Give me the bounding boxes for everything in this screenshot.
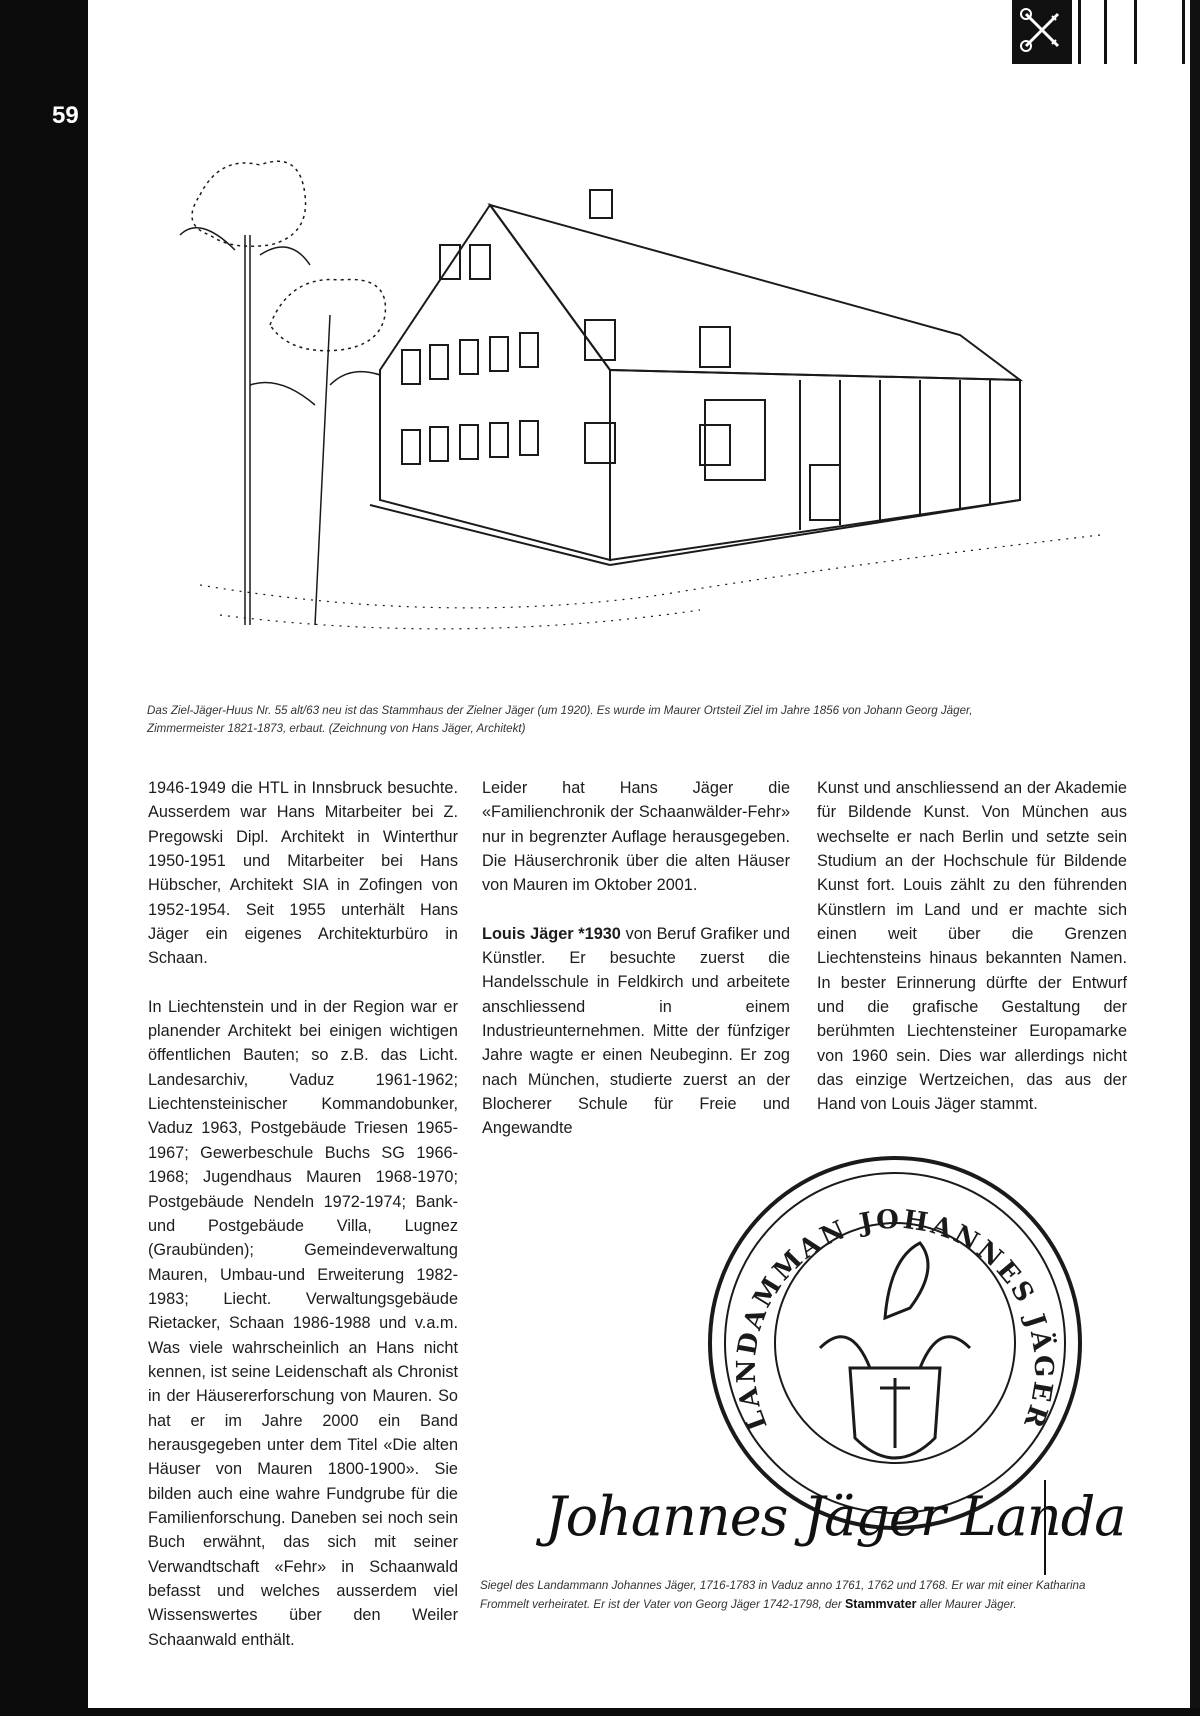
ground: [200, 535, 1100, 629]
crossed-keys-icon: [1012, 0, 1072, 64]
figure-caption-house: [147, 702, 1127, 738]
paragraph-text: von Beruf Grafiker und Künstler. Er besuchte zuerst die Handelsschule in Feldkirch und arbeitete anschliessend in einem Industrieunternehmen. Mitte der fünfziger Jahre wagte er einen Neubeginn. Er zog nach München, studierte zuerst an der Blocherer Schule für Freie und Angewandte: [482, 924, 790, 1138]
signature-image: [525, 1450, 1126, 1580]
corner-decoration: [1078, 0, 1198, 64]
caption-line: Zimmermeister 1821-1873, erbaut. (Zeichnung von Hans Jäger, Architekt): [147, 722, 526, 735]
house-drawing: [140, 155, 1140, 645]
signature: Johannes Jäger Landa: [545, 1485, 1126, 1548]
paragraph: In Liechtenstein und in der Region war er planender Architekt bei einigen wichtigen öffentlichen Bauten; so z.B. das Licht. Landesarchiv, Vaduz 1961-1962; Liechtensteinischer Kommandobunker, Vaduz 1963, Postgebäude Triesen 1965-1967; Gewerbeschule Buchs SG 1966-1968; Jugendhaus Mauren 1968-1970; Postgebäude Nendeln 1972-1974; Bank- und Postgebäude Villa, Lugnez (Graubünden); Gemeindeverwaltung Mauren, Umbau-und Erweiterung 1982-1983; Liecht. Verwaltungsgebäude Rietacker, Schaan 1986-1988 und v.a.m. Was viele wahrscheinlich an Hans nicht kennen, ist seine Leidenschaft als Chronist in der Häusererforschung von Mauren. So hat er im Jahre 2000 ein Band herausgegeben unter dem Titel «Die alten Häuser von Mauren 1800-1900». Sie bilden auch eine wahre Fundgrube für die Familienforschung. Daneben sei noch sein Buch erwähnt, das sich mit seiner Verwandtschaft «Fehr» in Schaanwald befasst und welches ausserdem viel Wissenswertes über den Weiler Schaanwald enthält.: [148, 997, 458, 1649]
text-column-1: [148, 776, 458, 1652]
left-margin-bar: [0, 0, 88, 1716]
text-column-3: [817, 776, 1127, 1117]
margin-rule: [86, 0, 88, 570]
bottom-edge: [0, 1708, 1200, 1716]
right-edge: [1190, 0, 1200, 1716]
paragraph: Kunst und anschliessend an der Akademie für Bildende Kunst. Von München aus wechselte er nach Berlin und setzte sein Studium an der Hochschule für Bildende Kunst fort. Louis zählt zu den führenden Künstlern im Land und er machte sich einen weit über die Grenzen Liechtensteins hinaus bekannten Namen. In bester Erinnerung dürfte der Entwurf und die grafische Gestaltung der berühmten Liechtensteiner Europamarke von 1960 sein. Dies war allerdings nicht das einzige Wertzeichen, das aus der Hand von Louis Jäger stammt.: [817, 779, 1127, 1114]
paragraph: Leider hat Hans Jäger die «Familienchronik der Schaanwälder-Fehr» nur in begrenzter Auflage herausgegeben. Die Häuserchronik über die alten Häuser von Mauren im Oktober 2001.: [482, 779, 790, 895]
house-main: [370, 190, 1020, 565]
caption-line: Das Ziel-Jäger-Huus Nr. 55 alt/63 neu ist das Stammhaus der Zielner Jäger (um 1920). Es wurde im Maurer Ortsteil Ziel im Jahre 1856 von Johann Georg Jäger,: [147, 704, 973, 717]
figure-caption-seal: [480, 1576, 1130, 1614]
caption-text: Siegel des Landammann Johannes Jäger, 1716-1783 in Vaduz anno 1761, 1762 und 1768. Er war mit einer Katharina Frommelt verheiratet. Er ist der Vater von Georg Jäger 1742-1798, der: [480, 1579, 1086, 1611]
seal-inscription: LANDAMMAN JOHANNES JÄGER: [731, 1204, 1059, 1435]
person-name: Louis Jäger *1930: [482, 924, 621, 943]
paragraph: 1946-1949 die HTL in Innsbruck besuchte. Ausserdem war Hans Mitarbeiter bei Z. Pregowski Dipl. Architekt in Winterthur 1950-1951 und Mitarbeiter bei Hans Hübscher, Architekt SIA in Zofingen von 1952-1954. Seit 1955 unterhält Hans Jäger ein eigenes Architekturbüro in Schaan.: [148, 779, 458, 968]
tree-right: [250, 279, 385, 625]
page-number: 59: [52, 102, 79, 129]
tree-left: [180, 161, 310, 625]
caption-emphasis: Stammvater: [844, 1597, 917, 1611]
text-column-2: [482, 776, 790, 1141]
paragraph: [482, 922, 790, 1141]
caption-text-tail: aller Maurer Jäger.: [916, 1598, 1017, 1611]
